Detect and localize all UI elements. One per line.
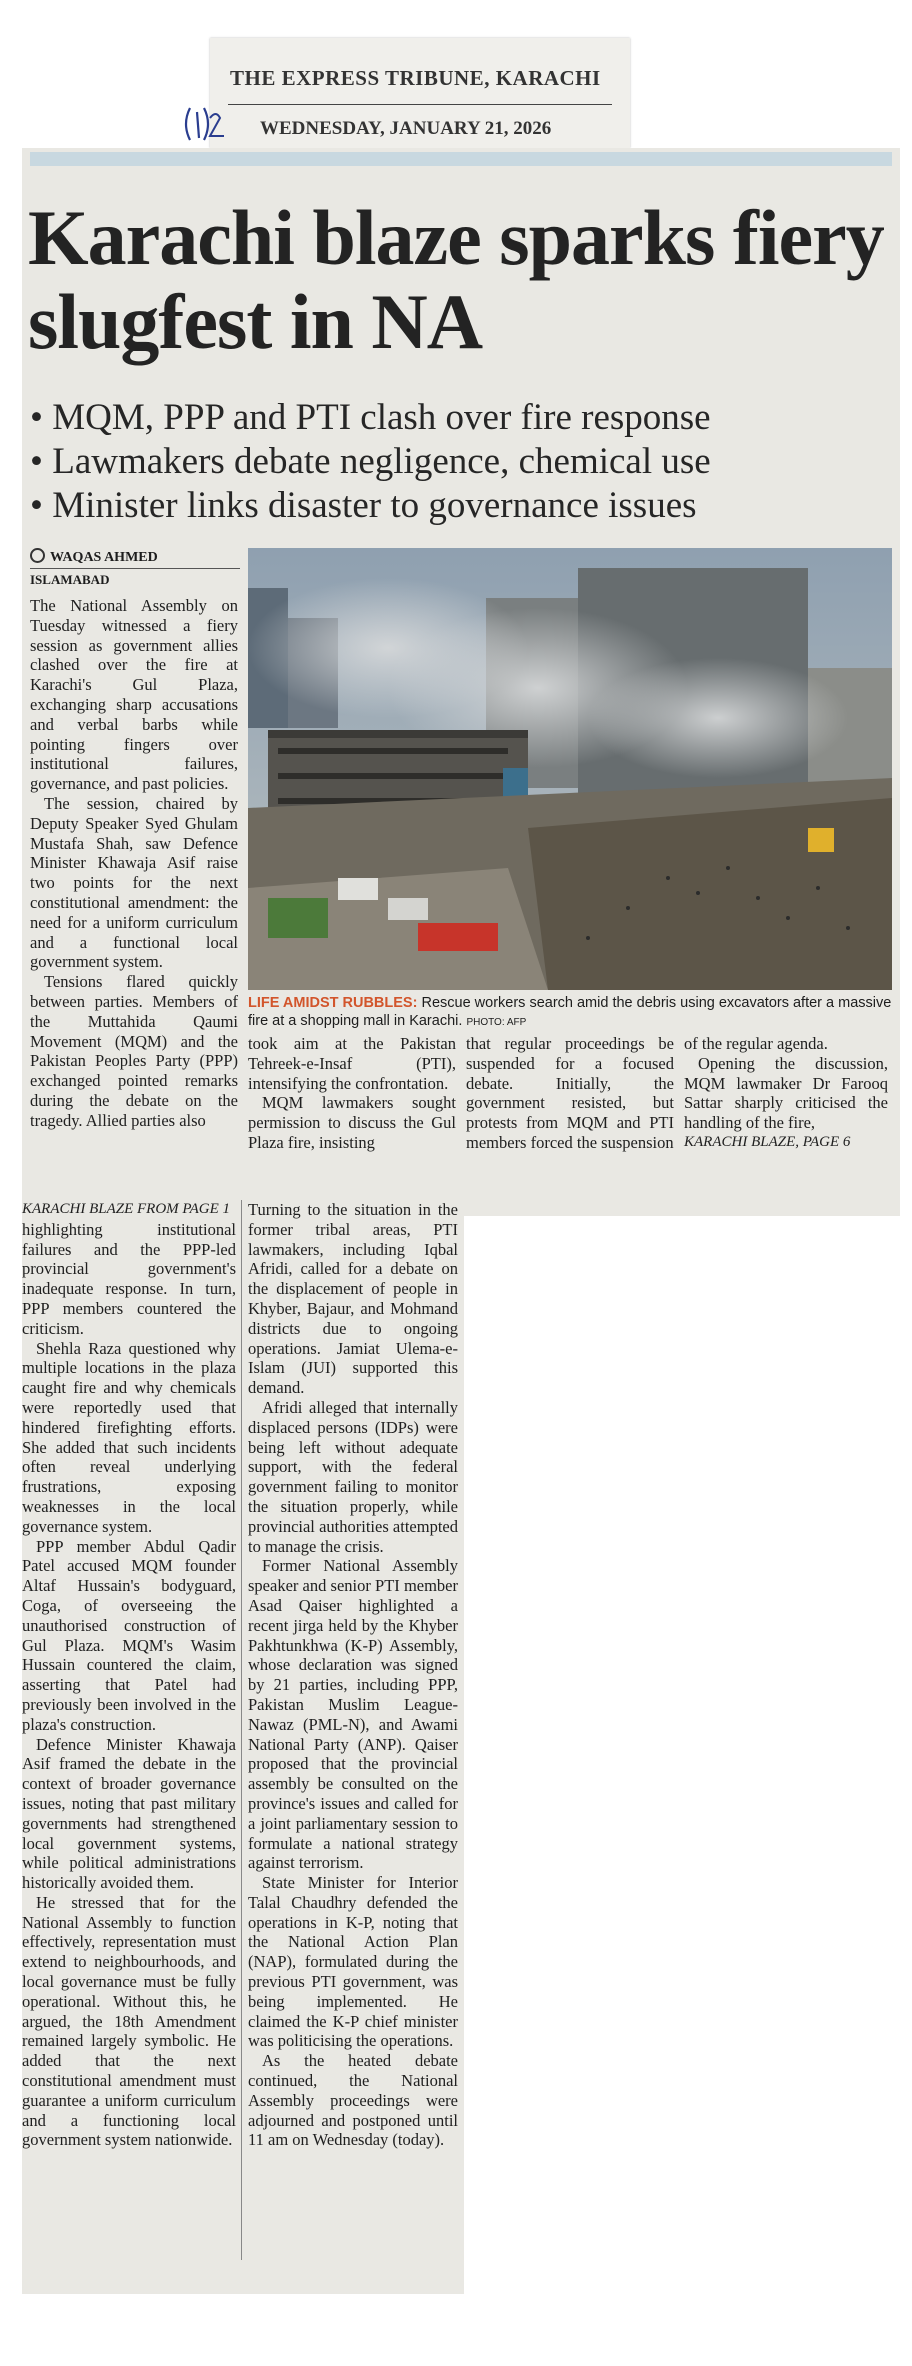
article-paragraph: PPP member Abdul Qadir Patel accused MQM founder Altaf Hussain's bodyguard, Coga, of overseeing the unauthorised construction of Gul Plaza. MQM's Wasim Hussain countered the claim, asserting that Patel had previously been involved in the plaza's construction. (22, 1536, 236, 1734)
photo-credit: PHOTO: AFP (466, 1017, 527, 1028)
headline: Karachi blaze sparks fiery slugfest in NA (28, 194, 884, 365)
photo-caption (248, 994, 892, 1032)
article-column-3 (466, 1034, 674, 1153)
article-paragraph: that regular proceedings be suspended for a focused debate. Initially, the government resisted, but protests from MQM and PTI members forced the suspension (466, 1034, 674, 1152)
article-paragraph: Shehla Raza questioned why multiple locations in the plaza caught fire and why chemicals were reportedly used that hindered firefighting efforts. She added that such incidents often reveal underlying frustrations, exposing weaknesses in the local governance system. (22, 1338, 236, 1536)
article-paragraph: Defence Minister Khawaja Asif framed the debate in the context of broader governance issues, noting that past military governments had strengthened local government systems, while political administrations historically avoided them. (22, 1734, 236, 1893)
jump-from-line: KARACHI BLAZE FROM PAGE 1 (22, 1201, 231, 1217)
byline (30, 548, 240, 569)
author-name: WAQAS AHMED (50, 550, 158, 565)
deck-bullet: • Lawmakers debate negligence, chemical use (30, 440, 890, 484)
article-paragraph: The National Assembly on Tuesday witnessed a fiery session as government allies clashed over the fire at Karachi's Gul Plaza, exchanging sharp accusations and verbal barbs while pointing fingers over institutional failures, governance, and past policies. (30, 596, 238, 794)
masthead-rule (228, 104, 612, 105)
continuation-right-column (248, 1200, 458, 2150)
caption-text: Rescue workers search amid the debris using excavators after a massive fire at a shopping mall in Karachi. (248, 995, 892, 1029)
article-paragraph: Opening the discussion, MQM lawmaker Dr Farooq Sattar sharply criticised the handling of the fire, (684, 1053, 888, 1133)
deck-bullet: • MQM, PPP and PTI clash over fire response (30, 396, 890, 440)
publication-date: WEDNESDAY, JANUARY 21, 2026 (260, 118, 552, 139)
article-paragraph: Turning to the situation in the former tribal areas, PTI lawmakers, including Iqbal Afridi, called for a debate on the displacement of people in Khyber, Bajaur, and Mohmand districts due to ongoing operations. Jamiat Ulema-e-Islam (JUI) supported this demand. (248, 1200, 458, 1398)
dateline: ISLAMABAD (30, 572, 110, 587)
column-divider (241, 1200, 242, 2260)
news-photo (248, 548, 892, 990)
handwritten-annotation (180, 100, 226, 146)
article-paragraph: The session, chaired by Deputy Speaker Syed Ghulam Mustafa Shah, saw Defence Minister Khawaja Asif raise two points for the next constitutional amendment: the need for a uniform curriculum and a functional local government system. (30, 793, 238, 972)
continuation-left-column (22, 1200, 236, 2150)
jump-line: KARACHI BLAZE, PAGE 6 (684, 1133, 851, 1150)
article-paragraph: Tensions flared quickly between parties. Members of the Muttahida Qaumi Movement (MQM) and the Pakistan Peoples Party (PPP) exchanged pointed remarks during the debate on the tragedy. Allied parties also (30, 972, 238, 1130)
fire-aftermath-photo (248, 548, 892, 990)
article-column-1 (30, 596, 238, 1131)
deck-bullet: • Minister links disaster to governance issues (30, 484, 890, 528)
masthead-clipping (210, 38, 630, 148)
caption-kicker: LIFE AMIDST RUBBLES: (248, 995, 418, 1011)
article-paragraph: of the regular agenda. (684, 1034, 828, 1053)
publication-name: THE EXPRESS TRIBUNE, KARACHI (230, 66, 601, 90)
article-paragraph: Afridi alleged that internally displaced persons (IDPs) were being left without adequate support, with the federal government failing to monitor the situation properly, while provincial authorities attempted to manage the crisis. (248, 1397, 458, 1556)
article-paragraph: took aim at the Pakistan Tehreek-e-Insaf (PTI), intensifying the confrontation. (248, 1034, 456, 1093)
article-paragraph: As the heated debate continued, the National Assembly proceedings were adjourned and postponed until 11 am on Wednesday (today). (248, 2051, 458, 2150)
article-paragraph: Former National Assembly speaker and senior PTI member Asad Qaiser highlighted a recent jirga held by the Khyber Pakhtunkhwa (K-P) Assembly, whose declaration was signed by 21 parties, including PPP, Pakistan Muslim League-Nawaz (PML-N), and Awami National Party (ANP). Qaiser proposed that the provincial assembly be consulted on the province's issues and called for a joint parliamentary session to formulate a national strategy against terrorism. (248, 1556, 458, 1873)
article-paragraph: highlighting institutional failures and the PPP-led provincial government's inadequate response. In turn, PPP members countered the criticism. (22, 1219, 236, 1338)
article-paragraph: He stressed that for the National Assembly to function effectively, representation must extend to neighbourhoods, and local governance must be fully operational. Without this, he argued, the 18th Amendment remained largely symbolic. He added that the next constitutional amendment must guarantee a uniform curriculum and a functioning local government system nationwide. (22, 1892, 236, 2150)
article-column-4 (684, 1034, 888, 1153)
color-bar (30, 152, 892, 166)
camera-icon (30, 548, 45, 563)
article-paragraph: MQM lawmakers sought permission to discuss the Gul Plaza fire, insisting (248, 1093, 456, 1152)
deck-bullets (30, 396, 890, 528)
article-paragraph: State Minister for Interior Talal Chaudhry defended the operations in K-P, noting that the National Action Plan (NAP), formulated during the previous PTI government, was being implemented. He claimed the K-P chief minister was politicising the operations. (248, 1873, 458, 2051)
article-column-2 (248, 1034, 456, 1153)
